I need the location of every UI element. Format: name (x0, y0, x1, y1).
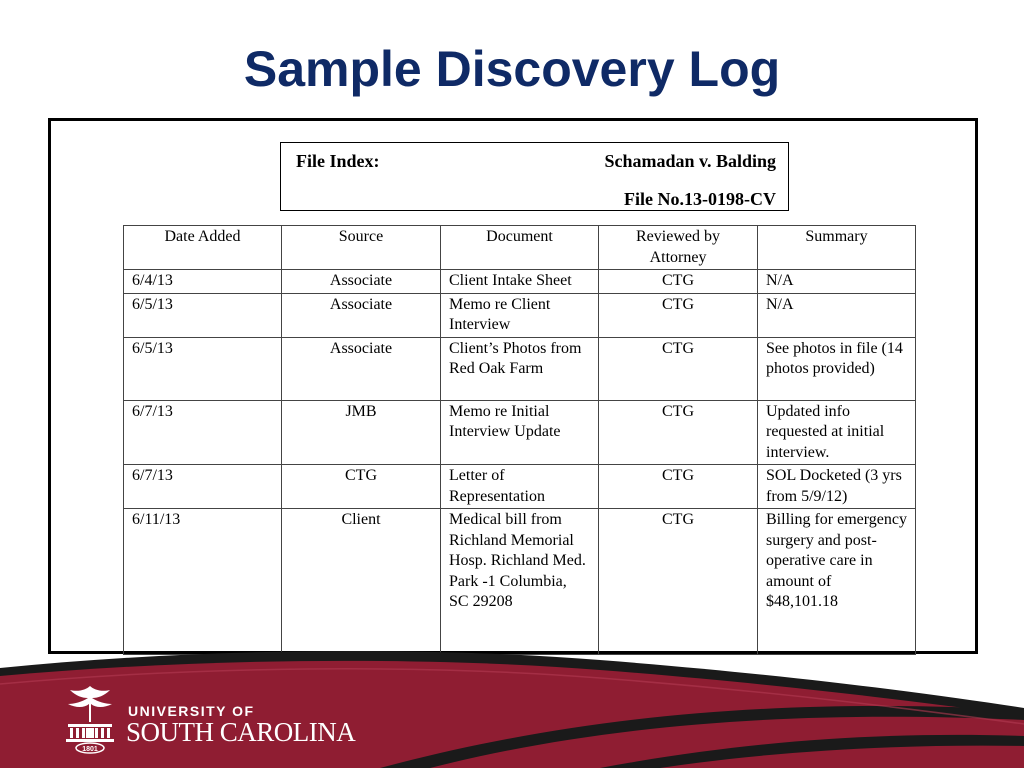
cell-document: Medical bill from Richland Memorial Hosp. Richland Med. Park -1 Columbia, SC 29208 (441, 509, 599, 655)
usc-palmetto-logo-icon (60, 678, 120, 758)
cell-date: 6/11/13 (124, 509, 282, 655)
cell-summary: SOL Docketed (3 yrs from 5/9/12) (758, 465, 916, 509)
file-number: File No.13-0198-CV (624, 189, 776, 209)
table-row (124, 465, 916, 509)
cell-document: Memo re Initial Interview Update (441, 400, 599, 465)
cell-summary: See photos in file (14 photos provided) (758, 337, 916, 400)
cell-source: Client (282, 509, 441, 655)
header-source: Source (282, 226, 441, 270)
cell-summary: N/A (758, 270, 916, 294)
cell-date: 6/5/13 (124, 293, 282, 337)
cell-source: Associate (282, 337, 441, 400)
cell-reviewer: CTG (599, 465, 758, 509)
case-name: Schamadan v. Balding (604, 151, 776, 171)
table-row (124, 400, 916, 465)
cell-date: 6/4/13 (124, 270, 282, 294)
table-row (124, 270, 916, 294)
cell-source: Associate (282, 293, 441, 337)
header-summary: Summary (758, 226, 916, 270)
cell-summary: Updated info requested at initial interview. (758, 400, 916, 465)
header-document: Document (441, 226, 599, 270)
logo-year: 1801 (82, 746, 98, 753)
university-name-line1: UNIVERSITY OF (128, 703, 255, 719)
header-date-added: Date Added (124, 226, 282, 270)
cell-source: Associate (282, 270, 441, 294)
cell-document: Client Intake Sheet (441, 270, 599, 294)
cell-summary: Billing for emergency surgery and post-operative care in amount of $48,101.18 (758, 509, 916, 655)
table-row (124, 337, 916, 400)
cell-date: 6/7/13 (124, 400, 282, 465)
document-frame (48, 118, 978, 654)
cell-document: Memo re Client Interview (441, 293, 599, 337)
file-index-label: File Index: (296, 151, 380, 171)
header-reviewed-by-attorney: Reviewed by Attorney (599, 226, 758, 270)
file-index-box (280, 142, 789, 211)
discovery-log-table (123, 225, 916, 655)
cell-reviewer: CTG (599, 509, 758, 655)
cell-reviewer: CTG (599, 293, 758, 337)
slide-title: Sample Discovery Log (243, 41, 781, 97)
cell-source: JMB (282, 400, 441, 465)
table-row (124, 509, 916, 655)
cell-document: Letter of Representation (441, 465, 599, 509)
university-name-line2: SOUTH CAROLINA (126, 717, 356, 747)
cell-summary: N/A (758, 293, 916, 337)
table-header-row (124, 226, 916, 270)
cell-document: Client’s Photos from Red Oak Farm (441, 337, 599, 400)
cell-source: CTG (282, 465, 441, 509)
cell-date: 6/5/13 (124, 337, 282, 400)
cell-reviewer: CTG (599, 400, 758, 465)
table-row (124, 293, 916, 337)
cell-reviewer: CTG (599, 270, 758, 294)
cell-reviewer: CTG (599, 337, 758, 400)
cell-date: 6/7/13 (124, 465, 282, 509)
